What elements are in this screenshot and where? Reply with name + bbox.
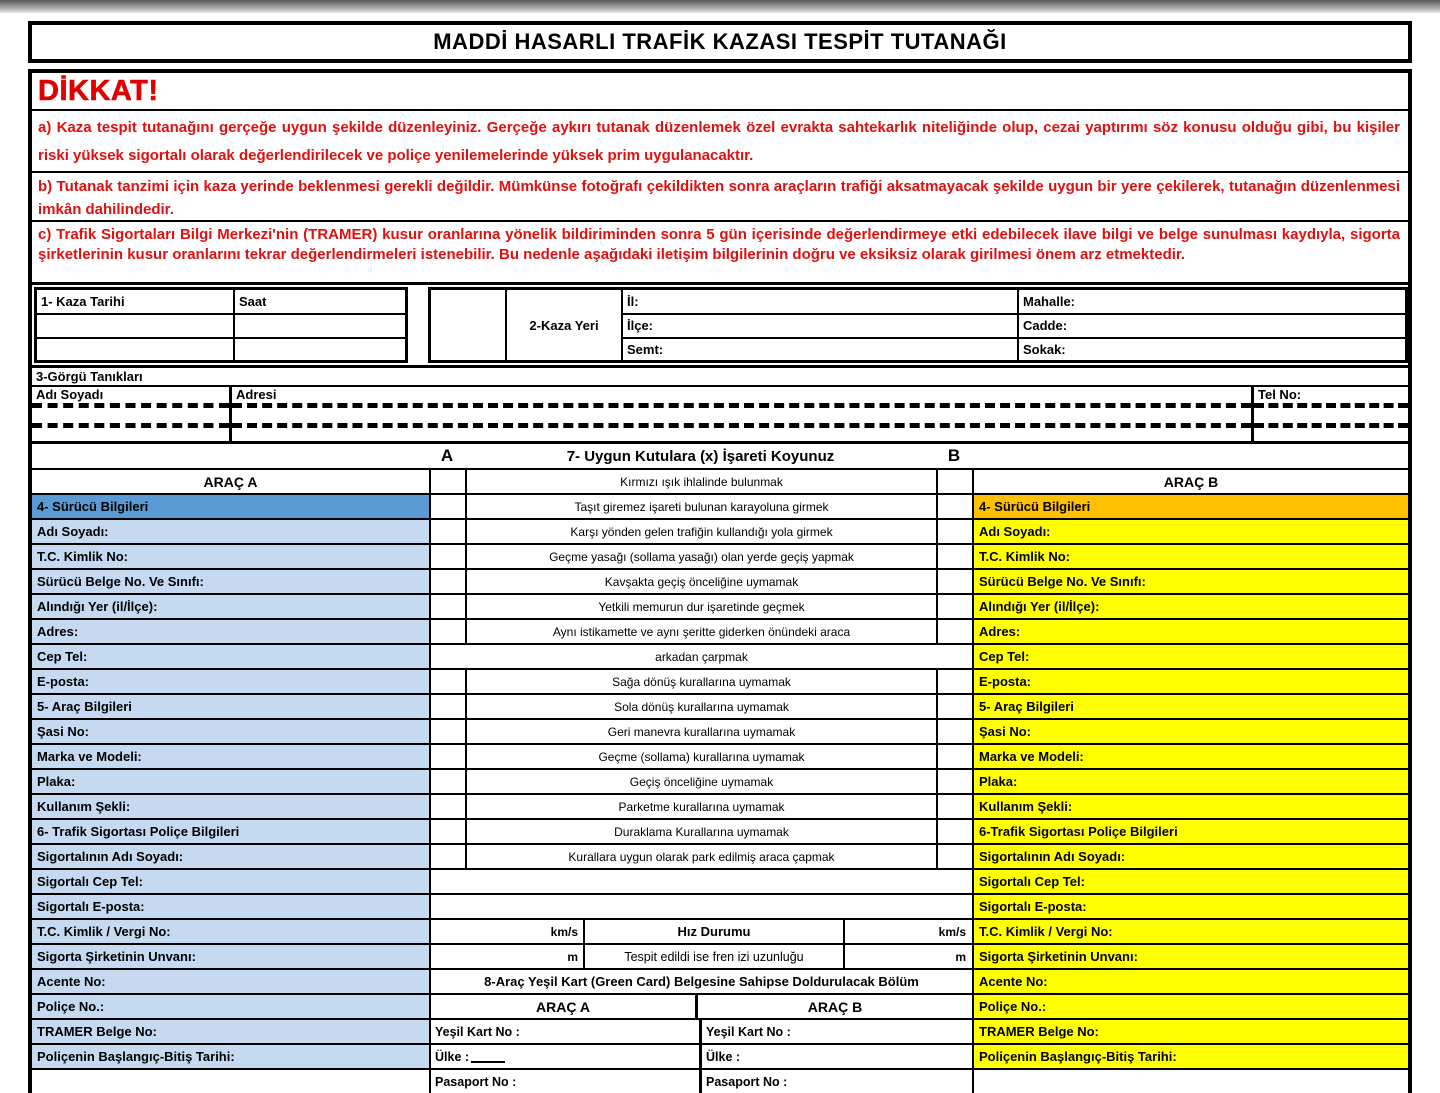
driver-b-license-field[interactable]: Sürücü Belge No. Ve Sınıfı: [972, 568, 1408, 593]
driver-a-id-field[interactable]: T.C. Kimlik No: [32, 543, 429, 568]
window-top-strip [0, 0, 1440, 13]
checkbox-b-cell[interactable] [936, 668, 972, 693]
passport-b-field[interactable]: Pasaport No : [706, 1074, 788, 1089]
green-card-no-row [429, 1018, 972, 1043]
accident-time-label: Saat [233, 290, 405, 313]
warning-b: b) Tutanak tanzimi için kaza yerinde beklenmesi gerekli değildir. Mümkünse fotoğrafı çekildikten sonra araçların trafiği aksatmayacak şekilde uygun bir yere çekilerek, tutanağın düzenlenmesi imkân dahilindedir. [32, 173, 1408, 222]
violation-label: Parketme kurallarına uymamak [465, 793, 936, 818]
driver-info-header-a: 4- Sürücü Bilgileri [32, 493, 429, 518]
witness-name-header: Adı Soyadı [32, 387, 229, 408]
checkbox-instruction-row [32, 444, 1408, 468]
accident-place-table [428, 287, 1408, 363]
brake-b-field[interactable]: m [955, 949, 966, 964]
driver-a-license-place-field[interactable]: Alındığı Yer (il/İlçe): [32, 593, 429, 618]
passport-row [429, 1068, 972, 1093]
driver-info-header-b: 4- Sürücü Bilgileri [972, 493, 1408, 518]
insurance-header-a: 6- Trafik Sigortası Poliçe Bilgileri [32, 818, 429, 843]
section-9-area-a [32, 1068, 429, 1093]
insurance-header-b: 6-Trafik Sigortası Poliçe Bilgileri [972, 818, 1408, 843]
vehicle-a-usage-field[interactable]: Kullanım Şekli: [32, 793, 429, 818]
accident-time-field2[interactable] [233, 337, 405, 360]
driver-b-id-field[interactable]: T.C. Kimlik No: [972, 543, 1408, 568]
policy-dates-a-field[interactable]: Poliçenin Başlangıç-Bitiş Tarihi: [32, 1043, 429, 1068]
insured-b-phone-field[interactable]: Sigortalı Cep Tel: [972, 868, 1408, 893]
witness-address-header: Adresi [232, 387, 1251, 408]
insured-b-email-field[interactable]: Sigortalı E-posta: [972, 893, 1408, 918]
insured-b-taxid-field[interactable]: T.C. Kimlik / Vergi No: [972, 918, 1408, 943]
country-a-field[interactable] [431, 1045, 702, 1068]
accident-time-field[interactable] [233, 313, 405, 336]
insured-a-email-field[interactable]: Sigortalı E-posta: [32, 893, 429, 918]
checkbox-a-cell[interactable] [429, 693, 465, 718]
green-card-no-b-field[interactable]: Yeşil Kart No : [706, 1024, 791, 1039]
passport-a-field[interactable]: Pasaport No : [431, 1070, 702, 1093]
checkbox-a-cell[interactable] [429, 768, 465, 793]
speed-row [429, 918, 972, 943]
checkbox-a-cell[interactable] [429, 468, 465, 493]
accident-place-label: 2-Kaza Yeri [505, 290, 621, 360]
checkbox-b-cell[interactable] [936, 543, 972, 568]
checkbox-a-cell[interactable] [429, 843, 465, 868]
speed-b-field[interactable]: km/s [938, 924, 966, 939]
province-field[interactable]: İl: [621, 290, 1017, 313]
checkbox-b-cell[interactable] [936, 693, 972, 718]
checkbox-b-cell[interactable] [936, 768, 972, 793]
vehicle-b-chassis-field[interactable]: Şasi No: [972, 718, 1408, 743]
witnesses-section-label: 3-Görgü Tanıkları [36, 369, 143, 384]
witness-name-line-2[interactable] [32, 428, 229, 441]
avenue-field[interactable]: Cadde: [1017, 313, 1405, 336]
blank-line [471, 1051, 505, 1063]
vehicle-a-plate-field[interactable]: Plaka: [32, 768, 429, 793]
accident-date-table [34, 287, 408, 363]
policy-dates-b-field[interactable]: Poliçenin Başlangıç-Bitiş Tarihi: [972, 1043, 1408, 1068]
witness-address-line-2[interactable] [232, 428, 1251, 441]
checkbox-a-cell[interactable] [429, 593, 465, 618]
accident-date-label: 1- Kaza Tarihi [41, 294, 125, 310]
checkbox-a-cell[interactable] [429, 568, 465, 593]
vehicle-b-plate-field[interactable]: Plaka: [972, 768, 1408, 793]
driver-a-phone-field[interactable]: Cep Tel: [32, 643, 429, 668]
violation-label: Duraklama Kurallarına uymamak [465, 818, 936, 843]
checkbox-b-cell[interactable] [936, 743, 972, 768]
checkbox-b-cell[interactable] [936, 843, 972, 868]
attention-heading-row [32, 73, 1408, 111]
insured-a-taxid-field[interactable]: T.C. Kimlik / Vergi No: [32, 918, 429, 943]
violation-label: Kırmızı ışık ihlalinde bulunmak [465, 468, 936, 493]
driver-a-email-field[interactable]: E-posta: [32, 668, 429, 693]
accident-report-document [28, 21, 1412, 1093]
witness-name-column [32, 387, 232, 441]
checkbox-a-cell[interactable] [429, 793, 465, 818]
green-card-vehicle-a-header: ARAÇ A [431, 995, 698, 1018]
witness-phone-line-2[interactable] [1254, 428, 1408, 441]
agency-b-field[interactable]: Acente No: [972, 968, 1408, 993]
country-b-field[interactable]: Ülke : [706, 1049, 741, 1064]
violation-label: Geçiş önceliğine uymamak [465, 768, 936, 793]
witness-phone-line-1[interactable] [1254, 408, 1408, 428]
brake-a-field[interactable]: m [431, 945, 585, 968]
insured-a-phone-field[interactable]: Sigortalı Cep Tel: [32, 868, 429, 893]
vehicle-b-usage-field[interactable]: Kullanım Şekli: [972, 793, 1408, 818]
agency-a-field[interactable]: Acente No: [32, 968, 429, 993]
driver-b-address-field[interactable]: Adres: [972, 618, 1408, 643]
checkbox-b-cell[interactable] [936, 618, 972, 643]
witness-name-line-1[interactable] [32, 408, 229, 428]
vehicle-a-header: ARAÇ A [32, 468, 429, 493]
policy-a-field[interactable]: Poliçe No.: [32, 993, 429, 1018]
violation-label: Yetkili memurun dur işaretinde geçmek [465, 593, 936, 618]
checkbox-b-cell[interactable] [936, 593, 972, 618]
speed-label: Hız Durumu [585, 920, 845, 943]
checkbox-a-cell[interactable] [429, 543, 465, 568]
driver-b-license-place-field[interactable]: Alındığı Yer (il/İlçe): [972, 593, 1408, 618]
witness-phone-column [1254, 387, 1408, 441]
warning-c: c) Trafik Sigortaları Bilgi Merkezi'nin (TRAMER) kusur oranlarına yönelik bildiriminden sonra 5 gün içerisinde değerlendirmeye etki edebilecek ilave bilgi ve belge sunulması kaydıyla, sigorta şirketlerinin kusur oranlarını tekrar değerlendirmeleri istenebilir. Bu nedenle aşağıdaki iletişim bilgilerinin doğru ve eksiksiz olarak girilmesi önem arz etmektedir. [32, 222, 1408, 285]
violation-label: Geçme (sollama) kurallarına uymamak [465, 743, 936, 768]
insured-b-name-field[interactable]: Sigortalının Adı Soyadı: [972, 843, 1408, 868]
street-field[interactable]: Sokak: [1017, 337, 1405, 360]
violation-label: Kavşakta geçiş önceliğine uymamak [465, 568, 936, 593]
violation-label: Aynı istikamette ve aynı şeritte giderken önündeki araca [465, 618, 936, 643]
accident-date-field[interactable] [37, 313, 233, 336]
vehicle-info-header-a: 5- Araç Bilgileri [32, 693, 429, 718]
neighborhood-field[interactable]: Mahalle: [1017, 290, 1405, 313]
violation-label: Taşıt giremez işareti bulunan karayoluna girmek [465, 493, 936, 518]
driver-a-address-field[interactable]: Adres: [32, 618, 429, 643]
checkbox-b-cell[interactable] [936, 468, 972, 493]
brake-label: Tespit edildi ise fren izi uzunluğu [585, 945, 845, 968]
speed-a-field[interactable]: km/s [431, 920, 585, 943]
policy-b-field[interactable]: Poliçe No.: [972, 993, 1408, 1018]
violation-label: arkadan çarpmak [429, 643, 972, 668]
vehicle-b-brand-field[interactable]: Marka ve Modeli: [972, 743, 1408, 768]
violation-label: Geri manevra kurallarına uymamak [465, 718, 936, 743]
vehicle-a-chassis-field[interactable]: Şasi No: [32, 718, 429, 743]
brake-trace-row [429, 943, 972, 968]
checkbox-a-cell[interactable] [429, 668, 465, 693]
witnesses-section [32, 365, 1408, 444]
vehicle-a-brand-field[interactable]: Marka ve Modeli: [32, 743, 429, 768]
violation-label: Sağa dönüş kurallarına uymamak [465, 668, 936, 693]
driver-a-license-field[interactable]: Sürücü Belge No. Ve Sınıfı: [32, 568, 429, 593]
checkbox-a-cell[interactable] [429, 493, 465, 518]
free-entry-row[interactable] [429, 868, 972, 893]
checkbox-a-cell[interactable] [429, 618, 465, 643]
checkbox-b-cell[interactable] [936, 718, 972, 743]
checkbox-b-cell[interactable] [936, 568, 972, 593]
place-spacer-cell[interactable] [431, 290, 505, 360]
section-9-area-b [972, 1068, 1408, 1093]
free-entry-row[interactable] [429, 893, 972, 918]
insured-a-name-field[interactable]: Sigortalının Adı Soyadı: [32, 843, 429, 868]
insurer-a-title-field[interactable]: Sigorta Şirketinin Unvanı: [32, 943, 429, 968]
attention-heading: DİKKAT! [38, 74, 159, 107]
green-card-vehicle-b-header: ARAÇ B [807, 998, 863, 1015]
green-card-no-a-field[interactable]: Yeşil Kart No : [431, 1020, 702, 1043]
green-card-vehicle-header-row [429, 993, 972, 1018]
tramer-a-field[interactable]: TRAMER Belge No: [32, 1018, 429, 1043]
accident-info-section [32, 285, 1408, 365]
insurer-b-title-field[interactable]: Sigorta Şirketinin Unvanı: [972, 943, 1408, 968]
checkbox-b-cell[interactable] [936, 793, 972, 818]
driver-a-name-field[interactable]: Adı Soyadı: [32, 518, 429, 543]
witness-address-column [232, 387, 1254, 441]
checkbox-instruction: 7- Uygun Kutulara (x) İşareti Koyunuz [566, 447, 835, 465]
checkbox-a-cell[interactable] [429, 718, 465, 743]
witnesses-table [32, 385, 1408, 441]
checkbox-a-cell[interactable] [429, 518, 465, 543]
column-a-letter: A [440, 446, 454, 465]
driver-b-phone-field[interactable]: Cep Tel: [972, 643, 1408, 668]
witness-phone-header: Tel No: [1254, 387, 1408, 408]
violation-label: Kurallara uygun olarak park edilmiş araca çapmak [465, 843, 936, 868]
checkbox-a-cell[interactable] [429, 818, 465, 843]
country-row [429, 1043, 972, 1068]
driver-b-name-field[interactable]: Adı Soyadı: [972, 518, 1408, 543]
checkbox-b-cell[interactable] [936, 493, 972, 518]
column-b-letter: B [947, 446, 961, 465]
country-a-label: Ülke : [435, 1049, 470, 1064]
green-card-section-header: 8-Araç Yeşil Kart (Green Card) Belgesine Sahipse Doldurulacak Bölüm [429, 968, 972, 993]
accident-date-field2[interactable] [37, 337, 233, 360]
checkbox-b-cell[interactable] [936, 518, 972, 543]
document-title-box [28, 21, 1412, 63]
tramer-b-field[interactable]: TRAMER Belge No: [972, 1018, 1408, 1043]
driver-b-email-field[interactable]: E-posta: [972, 668, 1408, 693]
violation-label: Karşı yönden gelen trafiğin kullandığı yola girmek [465, 518, 936, 543]
district-field[interactable]: İlçe: [621, 313, 1017, 336]
violation-label: Sola dönüş kurallarına uymamak [465, 693, 936, 718]
checkbox-a-cell[interactable] [429, 743, 465, 768]
vehicle-b-header: ARAÇ B [972, 468, 1408, 493]
vehicles-and-violations-grid [32, 468, 1408, 1093]
witness-address-line-1[interactable] [232, 408, 1251, 428]
document-title: MADDİ HASARLI TRAFİK KAZASI TESPİT TUTANAĞI [433, 29, 1007, 54]
vehicle-info-header-b: 5- Araç Bilgileri [972, 693, 1408, 718]
warning-a: a) Kaza tespit tutanağını gerçeğe uygun şekilde düzenleyiniz. Gerçeğe aykırı tutanak düzenlemek özel evrakta sahtekarlık niteliğinde olup, cezai yaptırımı söz konusu olduğu gibi, bu kişiler riski yüksek sigortalı olarak değerlendirilecek ve poliçe yenilemelerinde yüksek prim uygulanacaktır. [32, 111, 1408, 173]
form-body [28, 69, 1412, 1093]
checkbox-b-cell[interactable] [936, 818, 972, 843]
violation-label: Geçme yasağı (sollama yasağı) olan yerde geçiş yapmak [465, 543, 936, 568]
quarter-field[interactable]: Semt: [621, 337, 1017, 360]
